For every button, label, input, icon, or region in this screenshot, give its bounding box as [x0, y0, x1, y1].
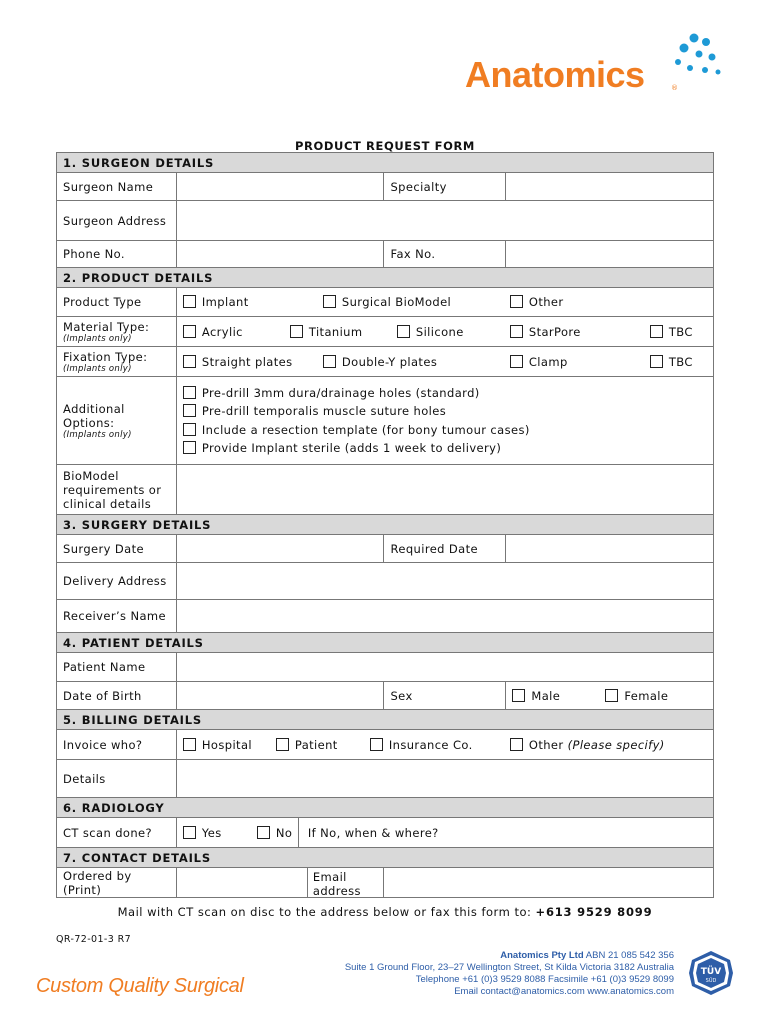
surgeon-address-field[interactable] — [176, 201, 713, 241]
product-option-other[interactable]: Other — [510, 295, 564, 309]
contact-row — [176, 868, 384, 898]
invoice-option-patient[interactable]: Patient — [276, 738, 338, 752]
ct-done-label: CT scan done? — [57, 818, 177, 848]
additional-options-list — [176, 377, 713, 465]
checkbox-icon[interactable] — [397, 325, 410, 338]
checkbox-icon[interactable] — [183, 355, 196, 368]
material-type-label: Material Type: (Implants only) — [57, 317, 177, 347]
logo-dots-icon — [670, 30, 730, 80]
section-product-header: 2. PRODUCT DETAILS — [57, 268, 714, 288]
material-option-titanium[interactable]: Titanium — [290, 325, 363, 339]
required-date-label: Required Date — [384, 535, 506, 563]
checkbox-icon[interactable] — [512, 689, 525, 702]
material-type-options — [176, 317, 713, 347]
checkbox-icon[interactable] — [605, 689, 618, 702]
checkbox-icon[interactable] — [183, 423, 196, 436]
product-type-options — [176, 288, 713, 317]
specialty-label: Specialty — [384, 173, 506, 201]
company-phone: Telephone +61 (0)3 9529 8088 Facsimile +61 (0)3 9529 8099 — [415, 974, 674, 985]
dob-label: Date of Birth — [57, 682, 177, 710]
invoice-options — [176, 730, 713, 760]
ordered-by-field[interactable] — [177, 868, 307, 897]
details-field[interactable] — [176, 760, 713, 798]
ct-option-no[interactable]: No — [257, 826, 292, 840]
material-option-tbc[interactable]: TBC — [650, 325, 693, 339]
sex-options — [506, 682, 714, 710]
company-info — [345, 950, 674, 998]
company-name-line: Anatomics Pty Ltd ABN 21 085 542 356 — [500, 950, 674, 961]
fixation-option-clamp[interactable]: Clamp — [510, 355, 568, 369]
phone-label: Phone No. — [57, 241, 177, 268]
surgery-date-label: Surgery Date — [57, 535, 177, 563]
delivery-address-field[interactable] — [176, 563, 713, 600]
fixation-type-label: Fixation Type: (Implants only) — [57, 347, 177, 377]
fax-field[interactable] — [506, 241, 714, 268]
sex-label: Sex — [384, 682, 506, 710]
section-billing-header: 5. BILLING DETAILS — [57, 710, 714, 730]
checkbox-icon[interactable] — [183, 441, 196, 454]
product-option-biomodel[interactable]: Surgical BioModel — [323, 295, 451, 309]
surgeon-address-label: Surgeon Address — [57, 201, 177, 241]
checkbox-icon[interactable] — [183, 386, 196, 399]
logo-registered-mark: ® — [671, 84, 678, 92]
form-title: PRODUCT REQUEST FORM — [295, 139, 475, 153]
patient-name-label: Patient Name — [57, 653, 177, 682]
additional-option-sterile[interactable]: Provide Implant sterile (adds 1 week to delivery) — [183, 439, 707, 458]
tuv-text: TÜV — [700, 967, 722, 977]
required-date-field[interactable] — [506, 535, 714, 563]
fixation-option-tbc[interactable]: TBC — [650, 355, 693, 369]
tuv-sub-text: SÜD — [705, 978, 717, 984]
receivers-name-label: Receiver’s Name — [57, 600, 177, 633]
additional-option-suture-holes[interactable]: Pre-drill temporalis muscle suture holes — [183, 402, 707, 421]
company-address: Suite 1 Ground Floor, 23–27 Wellington Street, St Kilda Victoria 3182 Australia — [344, 962, 674, 973]
material-option-acrylic[interactable]: Acrylic — [183, 325, 243, 339]
ct-if-no-label: If No, when & where? — [307, 825, 439, 840]
material-option-silicone[interactable]: Silicone — [397, 325, 464, 339]
surgeon-name-label: Surgeon Name — [57, 173, 177, 201]
fax-label: Fax No. — [384, 241, 506, 268]
specialty-field[interactable] — [506, 173, 714, 201]
section-surgery-header: 3. SURGERY DETAILS — [57, 515, 714, 535]
checkbox-icon[interactable] — [290, 325, 303, 338]
checkbox-icon[interactable] — [257, 826, 270, 839]
checkbox-icon[interactable] — [323, 355, 336, 368]
sex-option-male[interactable]: Male — [512, 689, 560, 703]
tuv-certification-icon — [688, 950, 734, 996]
surgeon-name-field[interactable] — [176, 173, 384, 201]
section-patient-header: 4. PATIENT DETAILS — [57, 633, 714, 653]
checkbox-icon[interactable] — [650, 325, 663, 338]
checkbox-icon[interactable] — [323, 295, 336, 308]
invoice-option-insurance[interactable]: Insurance Co. — [370, 738, 473, 752]
contact-divider — [307, 868, 308, 897]
delivery-address-label: Delivery Address — [57, 563, 177, 600]
email-field[interactable] — [384, 868, 714, 898]
surgery-date-field[interactable] — [176, 535, 384, 563]
additional-options-label: Additional Options: (Implants only) — [57, 377, 177, 465]
checkbox-icon[interactable] — [370, 738, 383, 751]
additional-option-dura-holes[interactable]: Pre-drill 3mm dura/drainage holes (standard) — [183, 384, 707, 403]
ordered-by-label: Ordered by (Print) — [57, 868, 177, 898]
ct-divider — [298, 818, 299, 847]
fixation-option-double-y[interactable]: Double-Y plates — [323, 355, 437, 369]
product-option-implant[interactable]: Implant — [183, 295, 249, 309]
section-contact-header: 7. CONTACT DETAILS — [57, 848, 714, 868]
invoice-option-hospital[interactable]: Hospital — [183, 738, 252, 752]
mail-note: Mail with CT scan on disc to the address below or fax this form to: +613 9529 8099 — [117, 905, 653, 919]
invoice-who-label: Invoice who? — [57, 730, 177, 760]
checkbox-icon[interactable] — [510, 295, 523, 308]
invoice-option-other[interactable]: Other (Please specify) — [510, 738, 665, 752]
section-surgeon-header: 1. SURGEON DETAILS — [57, 153, 714, 173]
anatomics-logo — [465, 30, 725, 100]
phone-field[interactable] — [176, 241, 384, 268]
checkbox-icon[interactable] — [183, 738, 196, 751]
fax-number: +613 9529 8099 — [535, 905, 653, 919]
additional-option-resection-template[interactable]: Include a resection template (for bony tumour cases) — [183, 421, 707, 440]
product-type-label: Product Type — [57, 288, 177, 317]
fixation-option-straight[interactable]: Straight plates — [183, 355, 293, 369]
document-reference: QR-72-01-3 R7 — [56, 934, 132, 945]
checkbox-icon[interactable] — [183, 404, 196, 417]
biomodel-req-label: BioModel requirements or clinical details — [57, 465, 177, 515]
checkbox-icon[interactable] — [510, 325, 523, 338]
ct-options — [176, 818, 713, 848]
dob-field[interactable] — [176, 682, 384, 710]
checkbox-icon[interactable] — [183, 325, 196, 338]
checkbox-icon[interactable] — [650, 355, 663, 368]
section-radiology-header: 6. RADIOLOGY — [57, 798, 714, 818]
material-option-starpore[interactable]: StarPore — [510, 325, 581, 339]
logo-wordmark: Anatomics — [465, 54, 645, 95]
email-label: Email address — [312, 870, 361, 898]
checkbox-icon[interactable] — [183, 826, 196, 839]
company-web: Email contact@anatomics.com www.anatomics.com — [454, 986, 674, 997]
tagline: Custom Quality Surgical — [36, 975, 244, 997]
sex-option-female[interactable]: Female — [605, 689, 668, 703]
biomodel-req-field[interactable] — [176, 465, 713, 515]
product-request-form — [56, 152, 714, 898]
checkbox-icon[interactable] — [276, 738, 289, 751]
receivers-name-field[interactable] — [176, 600, 713, 633]
details-label: Details — [57, 760, 177, 798]
ct-option-yes[interactable]: Yes — [183, 826, 222, 840]
patient-name-field[interactable] — [176, 653, 713, 682]
checkbox-icon[interactable] — [183, 295, 196, 308]
fixation-type-options — [176, 347, 713, 377]
checkbox-icon[interactable] — [510, 738, 523, 751]
checkbox-icon[interactable] — [510, 355, 523, 368]
